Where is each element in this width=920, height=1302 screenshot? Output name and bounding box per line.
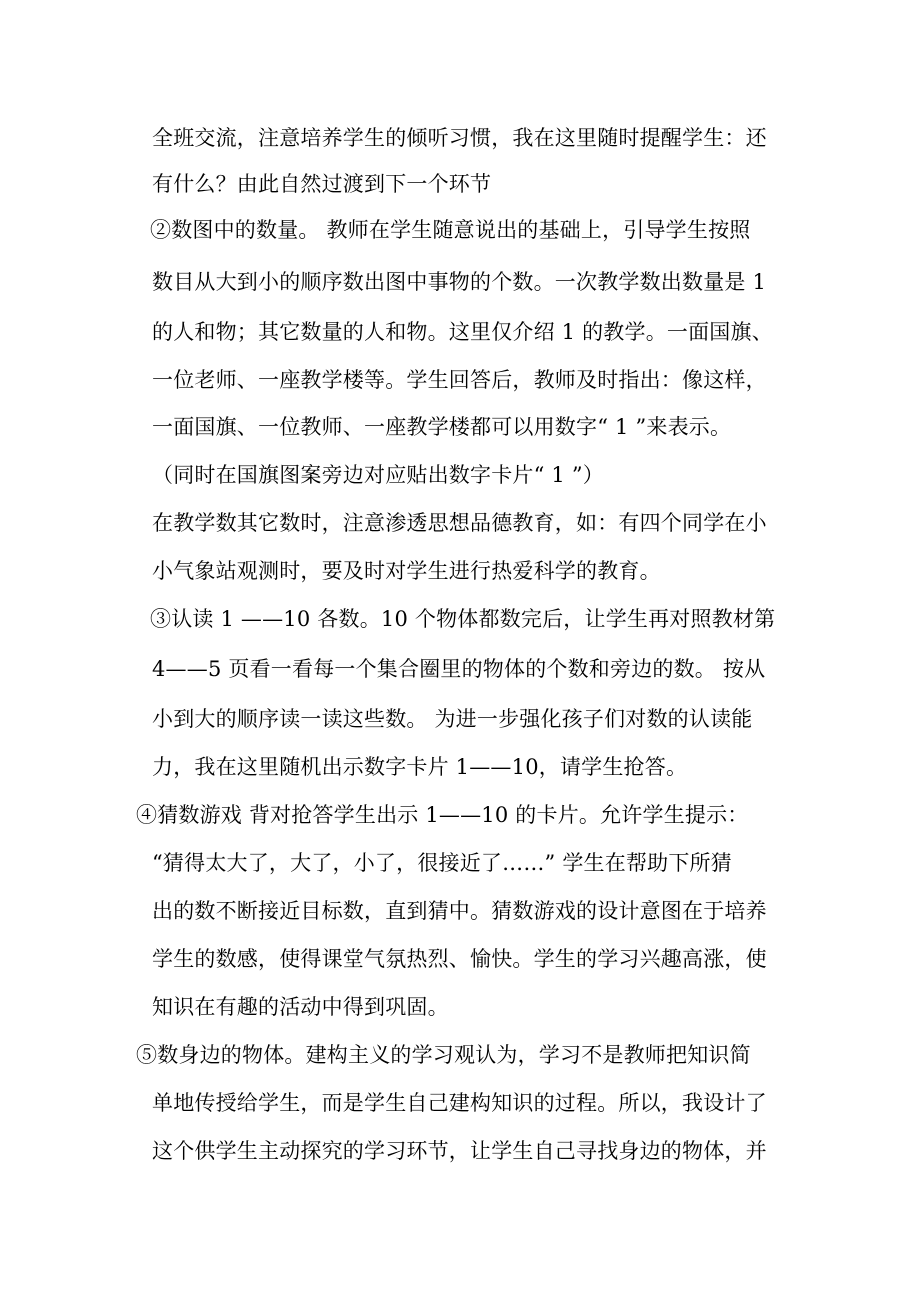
text-line: （同时在国旗图案旁边对应贴出数字卡片“ 1 ”） [152, 463, 604, 487]
text-line: 知识在有趣的活动中得到巩固。 [152, 995, 449, 1019]
text-line: 一面国旗、一位教师、一座教学楼都可以用数字“ 1 ”来表示。 [152, 415, 732, 439]
text-line: ③认读 1 ——10 各数。10 个物体都数完后，让学生再对照教材第 [150, 607, 776, 631]
text-line: 出的数不断接近目标数，直到猜中。猜数游戏的设计意图在于培养 [152, 899, 767, 923]
text-line: 数目从大到小的顺序数出图中事物的个数。一次教学数出数量是 1 [152, 270, 767, 294]
text-line: 学生的数感，使得课堂气氛热烈、愉快。学生的学习兴趣高涨，使 [152, 947, 767, 971]
text-line: 4——5 页看一看每一个集合圈里的物体的个数和旁边的数。 按从 [152, 657, 766, 681]
text-line: 小到大的顺序读一读这些数。 为进一步强化孩子们对数的认读能 [152, 707, 753, 731]
text-line: ⑤数身边的物体。建构主义的学习观认为，学习不是教师把知识简 [136, 1043, 751, 1067]
text-line: 在教学数其它数时，注意渗透思想品德教育，如：有四个同学在小 [152, 511, 767, 535]
text-line: ②数图中的数量。 教师在学生随意说出的基础上，引导学生按照 [150, 218, 751, 242]
text-line: 力，我在这里随机出示数字卡片 1——10，请学生抢答。 [152, 755, 688, 779]
text-line: 有什么？由此自然过渡到下一个环节 [152, 172, 492, 196]
text-line: ④猜数游戏 背对抢答学生出示 1——10 的卡片。允许学生提示： [136, 803, 749, 827]
text-line: 一位老师、一座教学楼等。学生回答后，教师及时指出：像这样， [152, 368, 767, 392]
text-line: 单地传授给学生，而是学生自己建构知识的过程。所以，我设计了 [152, 1091, 767, 1115]
text-line: 这个供学生主动探究的学习环节，让学生自己寻找身边的物体，并 [152, 1139, 767, 1163]
text-line: 全班交流，注意培养学生的倾听习惯，我在这里随时提醒学生：还 [152, 126, 767, 150]
text-line: “猜得太大了，大了，小了，很接近了……” 学生在帮助下所猜 [152, 851, 732, 875]
text-line: 的人和物；其它数量的人和物。这里仅介绍 1 的教学。一面国旗、 [152, 320, 773, 344]
text-line: 小气象站观测时，要及时对学生进行热爱科学的教育。 [152, 559, 661, 583]
